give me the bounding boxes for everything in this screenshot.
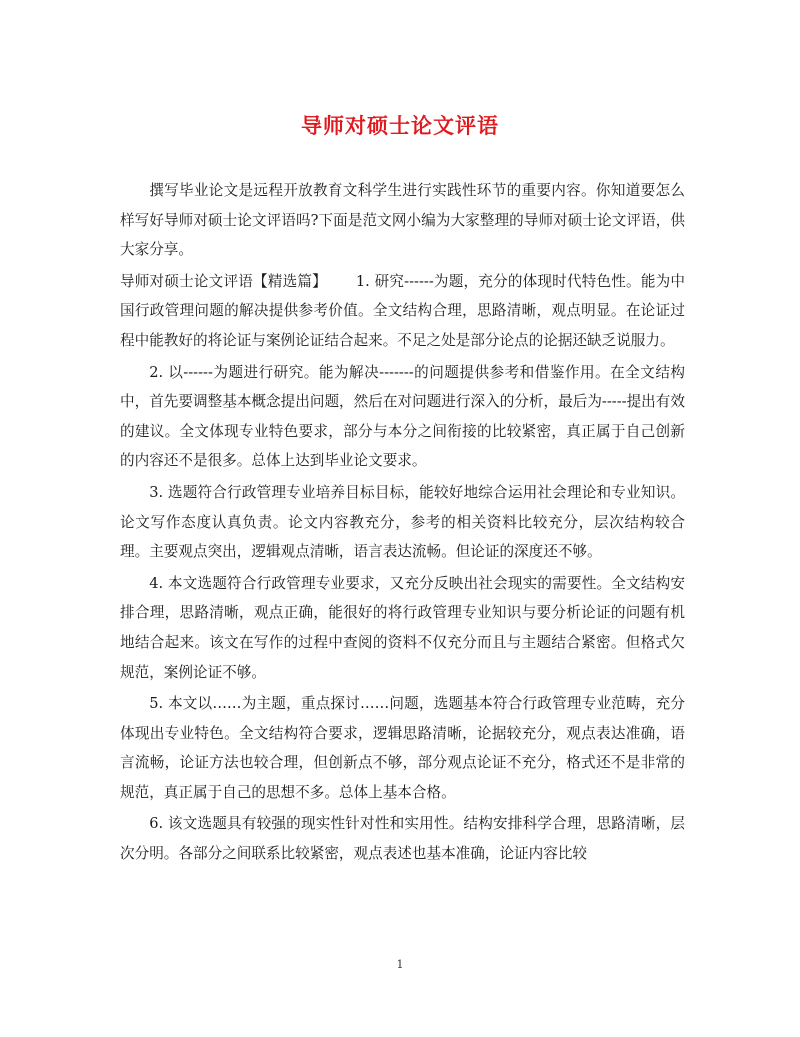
section-heading: 导师对硕士论文评语【精选篇】 bbox=[120, 272, 327, 290]
item-2: 2. 以------为题进行研究。能为解决-------的问题提供参考和借鉴作用。在全文结构中，首先要调整基本概念提出问题，然后在对问题进行深入的分析，最后为-----提出有效的建议。全文体现专业特色要求，部分与本分之间衔接的比较紧密，真正属于自己创新的内容还不是很多。总体上达到毕业论文要求。 bbox=[120, 363, 685, 470]
document-body bbox=[120, 176, 685, 871]
item-5: 5. 本文以……为主题，重点探讨……问题，选题基本符合行政管理专业范畴，充分体现出专业特色。全文结构符合要求，逻辑思路清晰，论据较充分，观点表达准确，语言流畅，论证方法也较合理，但创新点不够，部分观点论证不充分，格式还不是非常的规范，真正属于自己的思想不多。总体上基本合格。 bbox=[120, 695, 685, 801]
item-1: 1. 研究------为题，充分的体现时代特色性。能为中国行政管理问题的解决提供参考价值。全文结构合理，思路清晰，观点明显。在论证过程中能教好的将论证与案例论证结合起来。不足之处是部分论点的论据还缺乏说服力。 bbox=[120, 272, 685, 349]
document-title: 导师对硕士论文评语 bbox=[301, 113, 499, 138]
intro-paragraph: 撰写毕业论文是远程开放教育文科学生进行实践性环节的重要内容。你知道要怎么样写好导师对硕士论文评语吗?下面是范文网小编为大家整理的导师对硕士论文评语，供大家分享。 bbox=[120, 182, 685, 259]
item-6: 6. 该文选题具有较强的现实性针对性和实用性。结构安排科学合理，思路清晰，层次分明。各部分之间联系比较紧密，观点表述也基本准确，论证内容比较 bbox=[120, 815, 685, 863]
item-3: 3. 选题符合行政管理专业培养目标目标，能较好地综合运用社会理论和专业知识。论文写作态度认真负责。论文内容教充分，参考的相关资料比较充分，层次结构较合理。主要观点突出，逻辑观点清晰，语言表达流畅。但论证的深度还不够。 bbox=[120, 483, 685, 561]
section-paragraph bbox=[120, 267, 685, 356]
item-4: 4. 本文选题符合行政管理专业要求，又充分反映出社会现实的需要性。全文结构安排合理，思路清晰，观点正确，能很好的将行政管理专业知识与要分析论证的问题有机地结合起来。该文在写作的过程中查阅的资料不仅充分而且与主题结合紧密。但格式欠规范，案例论证不够。 bbox=[120, 574, 685, 681]
page-number: 1 bbox=[396, 958, 404, 971]
